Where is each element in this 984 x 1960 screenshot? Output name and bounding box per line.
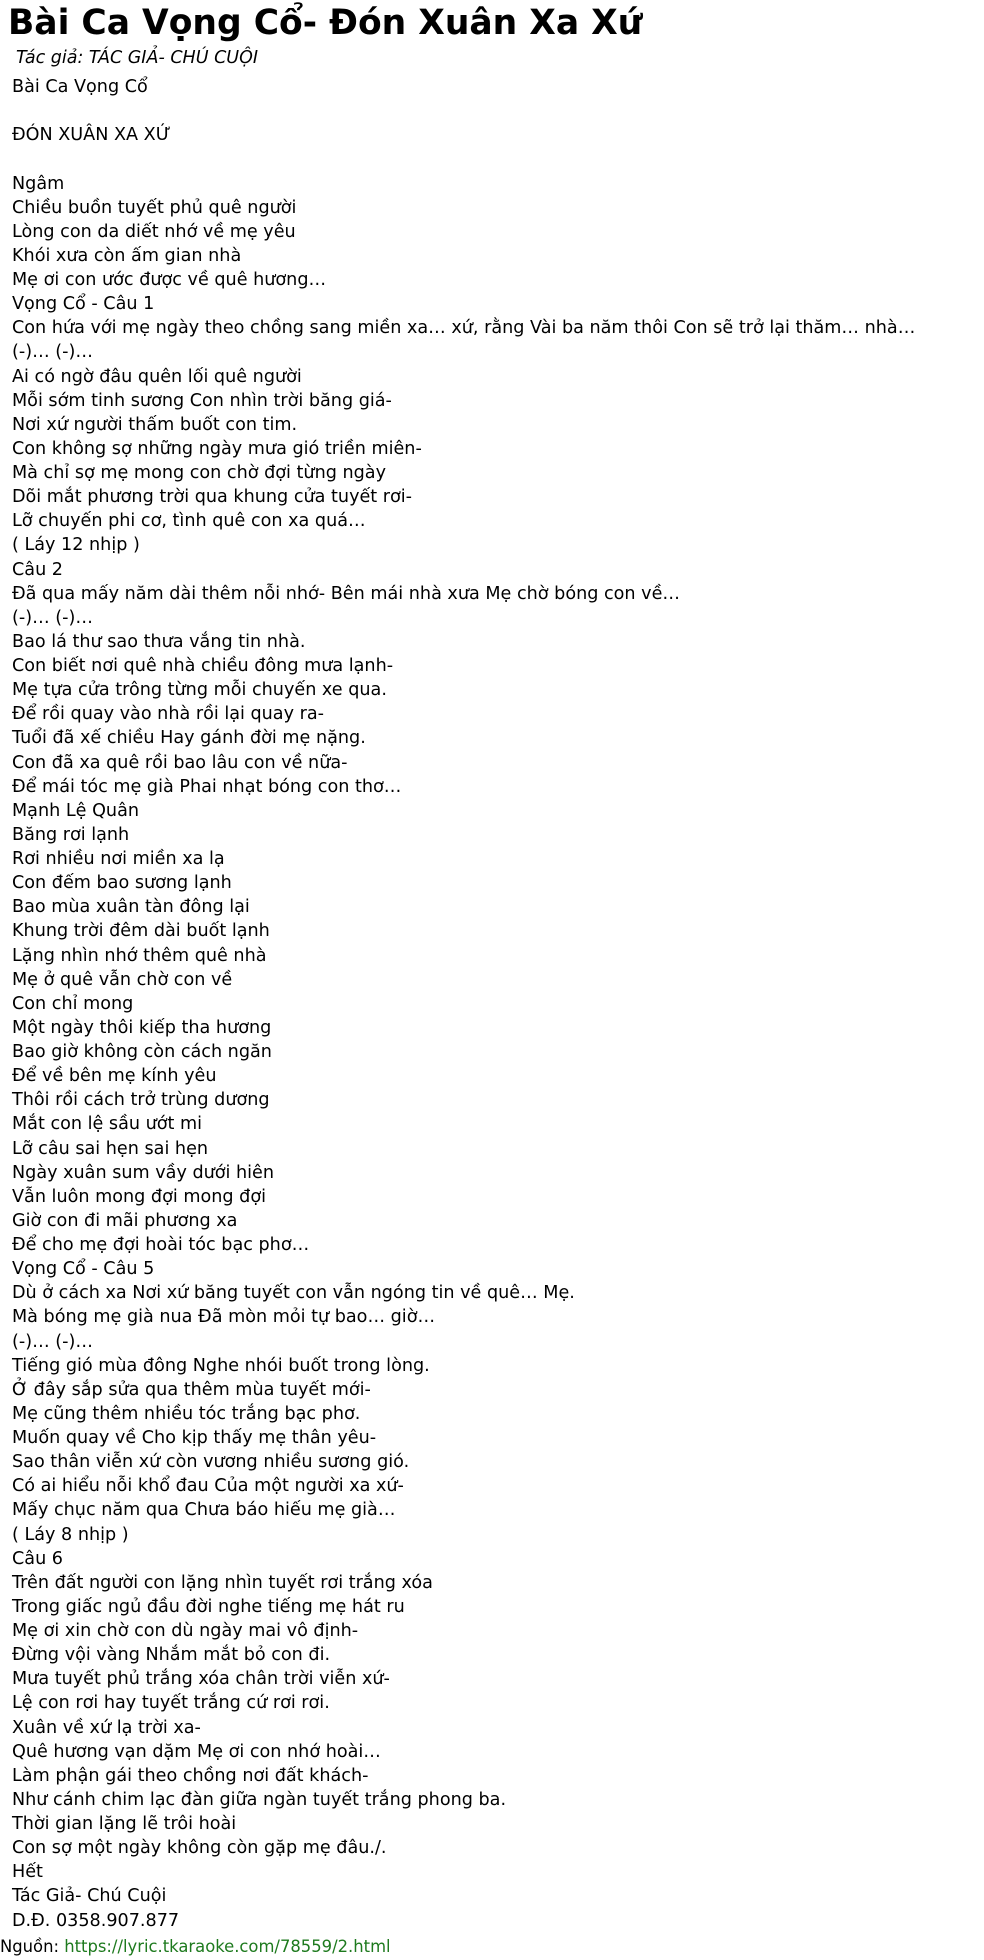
lyric-line: Ở đây sắp sửa qua thêm mùa tuyết mới- xyxy=(12,1379,371,1400)
lyric-line: Để rồi quay vào nhà rồi lại quay ra- xyxy=(12,704,324,725)
lyric-line: Con không sợ những ngày mưa gió triền miên- xyxy=(12,438,422,459)
lyric-line: Mẹ tựa cửa trông từng mỗi chuyến xe qua. xyxy=(12,680,387,701)
lyric-line: Vẫn luôn mong đợi mong đợi xyxy=(12,1186,266,1207)
lyric-line: Mạnh Lệ Quân xyxy=(12,800,140,821)
lyric-line: Mà bóng mẹ già nua Đã mòn mỏi tự bao… giờ… xyxy=(12,1307,436,1328)
lyric-line: Vọng Cổ - Câu 5 xyxy=(12,1259,155,1280)
lyric-line: ( Láy 8 nhịp ) xyxy=(12,1524,129,1545)
lyric-line: Mẹ cũng thêm nhiều tóc trắng bạc phơ. xyxy=(12,1403,361,1424)
lyric-line: Tuổi đã xế chiều Hay gánh đời mẹ nặng. xyxy=(12,728,366,749)
lyric-line: Con đã xa quê rồi bao lâu con về nữa- xyxy=(12,752,348,773)
lyric-line: Vọng Cổ - Câu 1 xyxy=(12,294,155,315)
lyric-line: Bao giờ không còn cách ngăn xyxy=(12,1042,272,1062)
lyric-line: Con chỉ mong xyxy=(12,993,134,1014)
lyric-line: ĐÓN XUÂN XA XỨ xyxy=(12,125,171,146)
lyric-line: Chiều buồn tuyết phủ quê người xyxy=(12,197,297,218)
lyric-line: Con biết nơi quê nhà chiều đông mưa lạnh- xyxy=(12,656,394,676)
lyric-line: Dù ở cách xa Nơi xứ băng tuyết con vẫn ngóng tin về quê… Mẹ. xyxy=(12,1283,575,1304)
lyrics-block xyxy=(12,75,915,1933)
lyric-line: (-)… (-)… xyxy=(12,1331,93,1352)
lyric-line: Xuân về xứ lạ trời xa- xyxy=(12,1717,201,1738)
lyric-line: Mẹ ở quê vẫn chờ con về xyxy=(12,969,233,990)
lyric-line: (-)… (-)… xyxy=(12,607,93,628)
lyric-line: Tiếng gió mùa đông Nghe nhói buốt trong lòng. xyxy=(12,1355,430,1376)
lyric-line: Mắt con lệ sầu ướt mi xyxy=(12,1114,203,1135)
lyric-line: Thôi rồi cách trở trùng dương xyxy=(12,1090,270,1111)
lyric-line: Tác Giả- Chú Cuội xyxy=(12,1886,167,1907)
lyric-line: Mấy chục năm qua Chưa báo hiếu mẹ già… xyxy=(12,1500,396,1521)
lyric-line: Con hứa với mẹ ngày theo chồng sang miền xa… xứ, rằng Vài ba năm thôi Con sẽ trở lại thăm… nhà… xyxy=(12,318,916,339)
lyric-line: Rơi nhiều nơi miền xa lạ xyxy=(12,849,225,869)
blank-line xyxy=(12,99,915,123)
lyric-line: Sao thân viễn xứ còn vương nhiều sương gió. xyxy=(12,1452,410,1473)
lyric-line: Lệ con rơi hay tuyết trắng cứ rơi rơi. xyxy=(12,1693,330,1714)
lyric-line: Để mái tóc mẹ già Phai nhạt bóng con thơ… xyxy=(12,776,402,797)
lyric-line: Muốn quay về Cho kịp thấy mẹ thân yêu- xyxy=(12,1428,377,1448)
lyric-line: Mỗi sớm tinh sương Con nhìn trời băng giá- xyxy=(12,390,392,411)
lyric-line: Bao lá thư sao thưa vắng tin nhà. xyxy=(12,631,306,652)
lyric-line: Trên đất người con lặng nhìn tuyết rơi trắng xóa xyxy=(12,1572,433,1593)
lyric-line: Đã qua mấy năm dài thêm nỗi nhớ- Bên mái nhà xưa Mẹ chờ bóng con về… xyxy=(12,583,681,604)
lyric-line: Con sợ một ngày không còn gặp mẹ đâu./. xyxy=(12,1838,387,1859)
lyric-line: Để cho mẹ đợi hoài tóc bạc phơ… xyxy=(12,1235,310,1255)
lyric-line: (-)… (-)… xyxy=(12,342,93,363)
lyric-line: Giờ con đi mãi phương xa xyxy=(12,1210,238,1231)
lyric-line: Câu 6 xyxy=(12,1548,64,1569)
lyric-line: Quê hương vạn dặm Mẹ ơi con nhớ hoài… xyxy=(12,1741,381,1762)
lyric-line: Có ai hiểu nỗi khổ đau Của một người xa xứ- xyxy=(12,1476,404,1497)
lyric-line: Để về bên mẹ kính yêu xyxy=(12,1066,217,1087)
lyric-line: Lỡ câu sai hẹn sai hẹn xyxy=(12,1138,209,1159)
lyric-line: Hết xyxy=(12,1862,43,1883)
lyric-line: Mưa tuyết phủ trắng xóa chân trời viễn xứ- xyxy=(12,1669,390,1690)
lyric-line: Trong giấc ngủ đầu đời nghe tiếng mẹ hát ru xyxy=(12,1596,405,1617)
lyric-line: ( Láy 12 nhịp ) xyxy=(12,535,140,556)
lyric-line: Mẹ ơi con ước được về quê hương… xyxy=(12,270,327,290)
blank-line xyxy=(12,147,915,171)
lyric-line: Lặng nhìn nhớ thêm quê nhà xyxy=(12,945,267,966)
source-footer xyxy=(0,1936,391,1958)
lyric-line: Ngày xuân sum vầy dưới hiên xyxy=(12,1162,275,1183)
lyric-line: Một ngày thôi kiếp tha hương xyxy=(12,1017,272,1038)
lyric-line: Thời gian lặng lẽ trôi hoài xyxy=(12,1814,237,1834)
lyric-line: Mà chỉ sợ mẹ mong con chờ đợi từng ngày xyxy=(12,463,386,483)
lyric-line: Khung trời đêm dài buốt lạnh xyxy=(12,921,270,942)
lyric-line: Con đếm bao sương lạnh xyxy=(12,873,232,894)
lyric-line: Băng rơi lạnh xyxy=(12,824,130,845)
lyric-line: Nơi xứ người thấm buốt con tim. xyxy=(12,414,298,435)
lyric-line: Như cánh chim lạc đàn giữa ngàn tuyết trắng phong ba. xyxy=(12,1789,507,1810)
source-label: Nguồn: xyxy=(0,1937,59,1956)
lyric-line: Khói xưa còn ấm gian nhà xyxy=(12,245,242,266)
lyric-line: Dõi mắt phương trời qua khung cửa tuyết rơi- xyxy=(12,487,413,508)
source-link[interactable]: https://lyric.tkaraoke.com/78559/2.html xyxy=(64,1937,391,1956)
author-line: Tác giả: TÁC GIẢ- CHÚ CUỘI xyxy=(16,48,259,68)
lyric-line: Ai có ngờ đâu quên lối quê người xyxy=(12,366,302,387)
lyric-line: D.Đ. 0358.907.877 xyxy=(12,1910,180,1931)
lyric-line: Ngâm xyxy=(12,173,65,194)
lyric-line: Lòng con da diết nhớ về mẹ yêu xyxy=(12,221,296,242)
song-title: Bài Ca Vọng Cổ- Đón Xuân Xa Xứ xyxy=(8,3,643,43)
lyric-line: Đừng vội vàng Nhắm mắt bỏ con đi. xyxy=(12,1645,331,1666)
lyric-line: Bao mùa xuân tàn đông lại xyxy=(12,897,250,918)
lyric-line: Mẹ ơi xin chờ con dù ngày mai vô định- xyxy=(12,1621,359,1641)
lyric-line: Làm phận gái theo chồng nơi đất khách- xyxy=(12,1765,369,1786)
lyric-line: Bài Ca Vọng Cổ xyxy=(12,77,148,97)
lyric-line: Câu 2 xyxy=(12,559,64,580)
lyric-line: Lỡ chuyến phi cơ, tình quê con xa quá… xyxy=(12,511,366,532)
